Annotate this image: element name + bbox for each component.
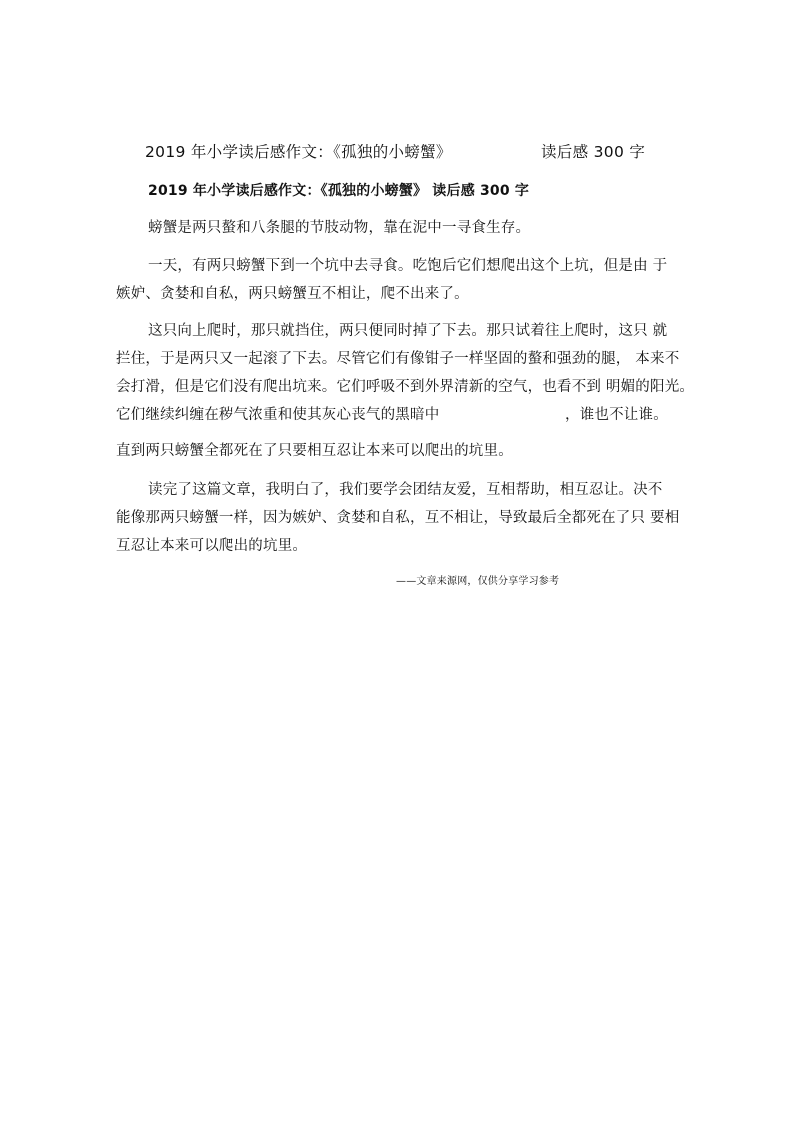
- paragraph-3-line-5: 直到两只螃蟹全都死在了只要相互忍让本来可以爬出的坑里。: [116, 443, 513, 459]
- paragraph-3-line-3: 会打滑，但是它们没有爬出坑来。它们呼吸不到外界清新的空气，也看不到 明媚的阳光。: [116, 379, 695, 395]
- paragraph-3-line-4: 它们继续纠缠在秽气浓重和使其灰心丧气的黑暗中: [116, 407, 440, 423]
- paragraph-3-line-1: 这只向上爬时，那只就挡住，两只便同时掉了下去。那只试着往上爬时，这只 就: [148, 323, 668, 339]
- paragraph-4-line-1: 读完了这篇文章，我明白了，我们要学会团结友爱，互相帮助，相互忍让。决不: [148, 482, 663, 498]
- paragraph-4-line-2: 能像那两只螃蟹一样，因为嫉妒、贪婪和自私，互不相让，导致最后全都死在了只 要相: [116, 510, 680, 526]
- paragraph-3-line-2: 拦住，于是两只又一起滚了下去。尽管它们有像钳子一样坚固的螯和强劲的腿， 本来不: [116, 351, 680, 367]
- paragraph-1-line-1: 螃蟹是两只螯和八条腿的节肢动物，靠在泥中一寻食生存。: [148, 220, 531, 236]
- paragraph-2-line-1: 一天，有两只螃蟹下到一个坑中去寻食。吃饱后它们想爬出这个上坑，但是由 于: [148, 258, 668, 274]
- paragraph-3-line-4-end: ，谁也不让谁。: [565, 407, 668, 423]
- paragraph-2-line-2: 嫉妒、贪婪和自私，两只螃蟹互不相让，爬不出来了。: [116, 286, 469, 302]
- document-subtitle: 2019 年小学读后感作文：《孤独的小螃蟹》 读后感 300 字: [148, 183, 530, 199]
- source-note: ——文章来源网，仅供分享学习参考: [396, 576, 560, 587]
- document-title: 2019 年小学读后感作文：《孤独的小螃蟹》: [145, 143, 452, 161]
- document-title-suffix: 读后感 300 字: [541, 143, 646, 161]
- paragraph-4-line-3: 互忍让本来可以爬出的坑里。: [116, 538, 308, 554]
